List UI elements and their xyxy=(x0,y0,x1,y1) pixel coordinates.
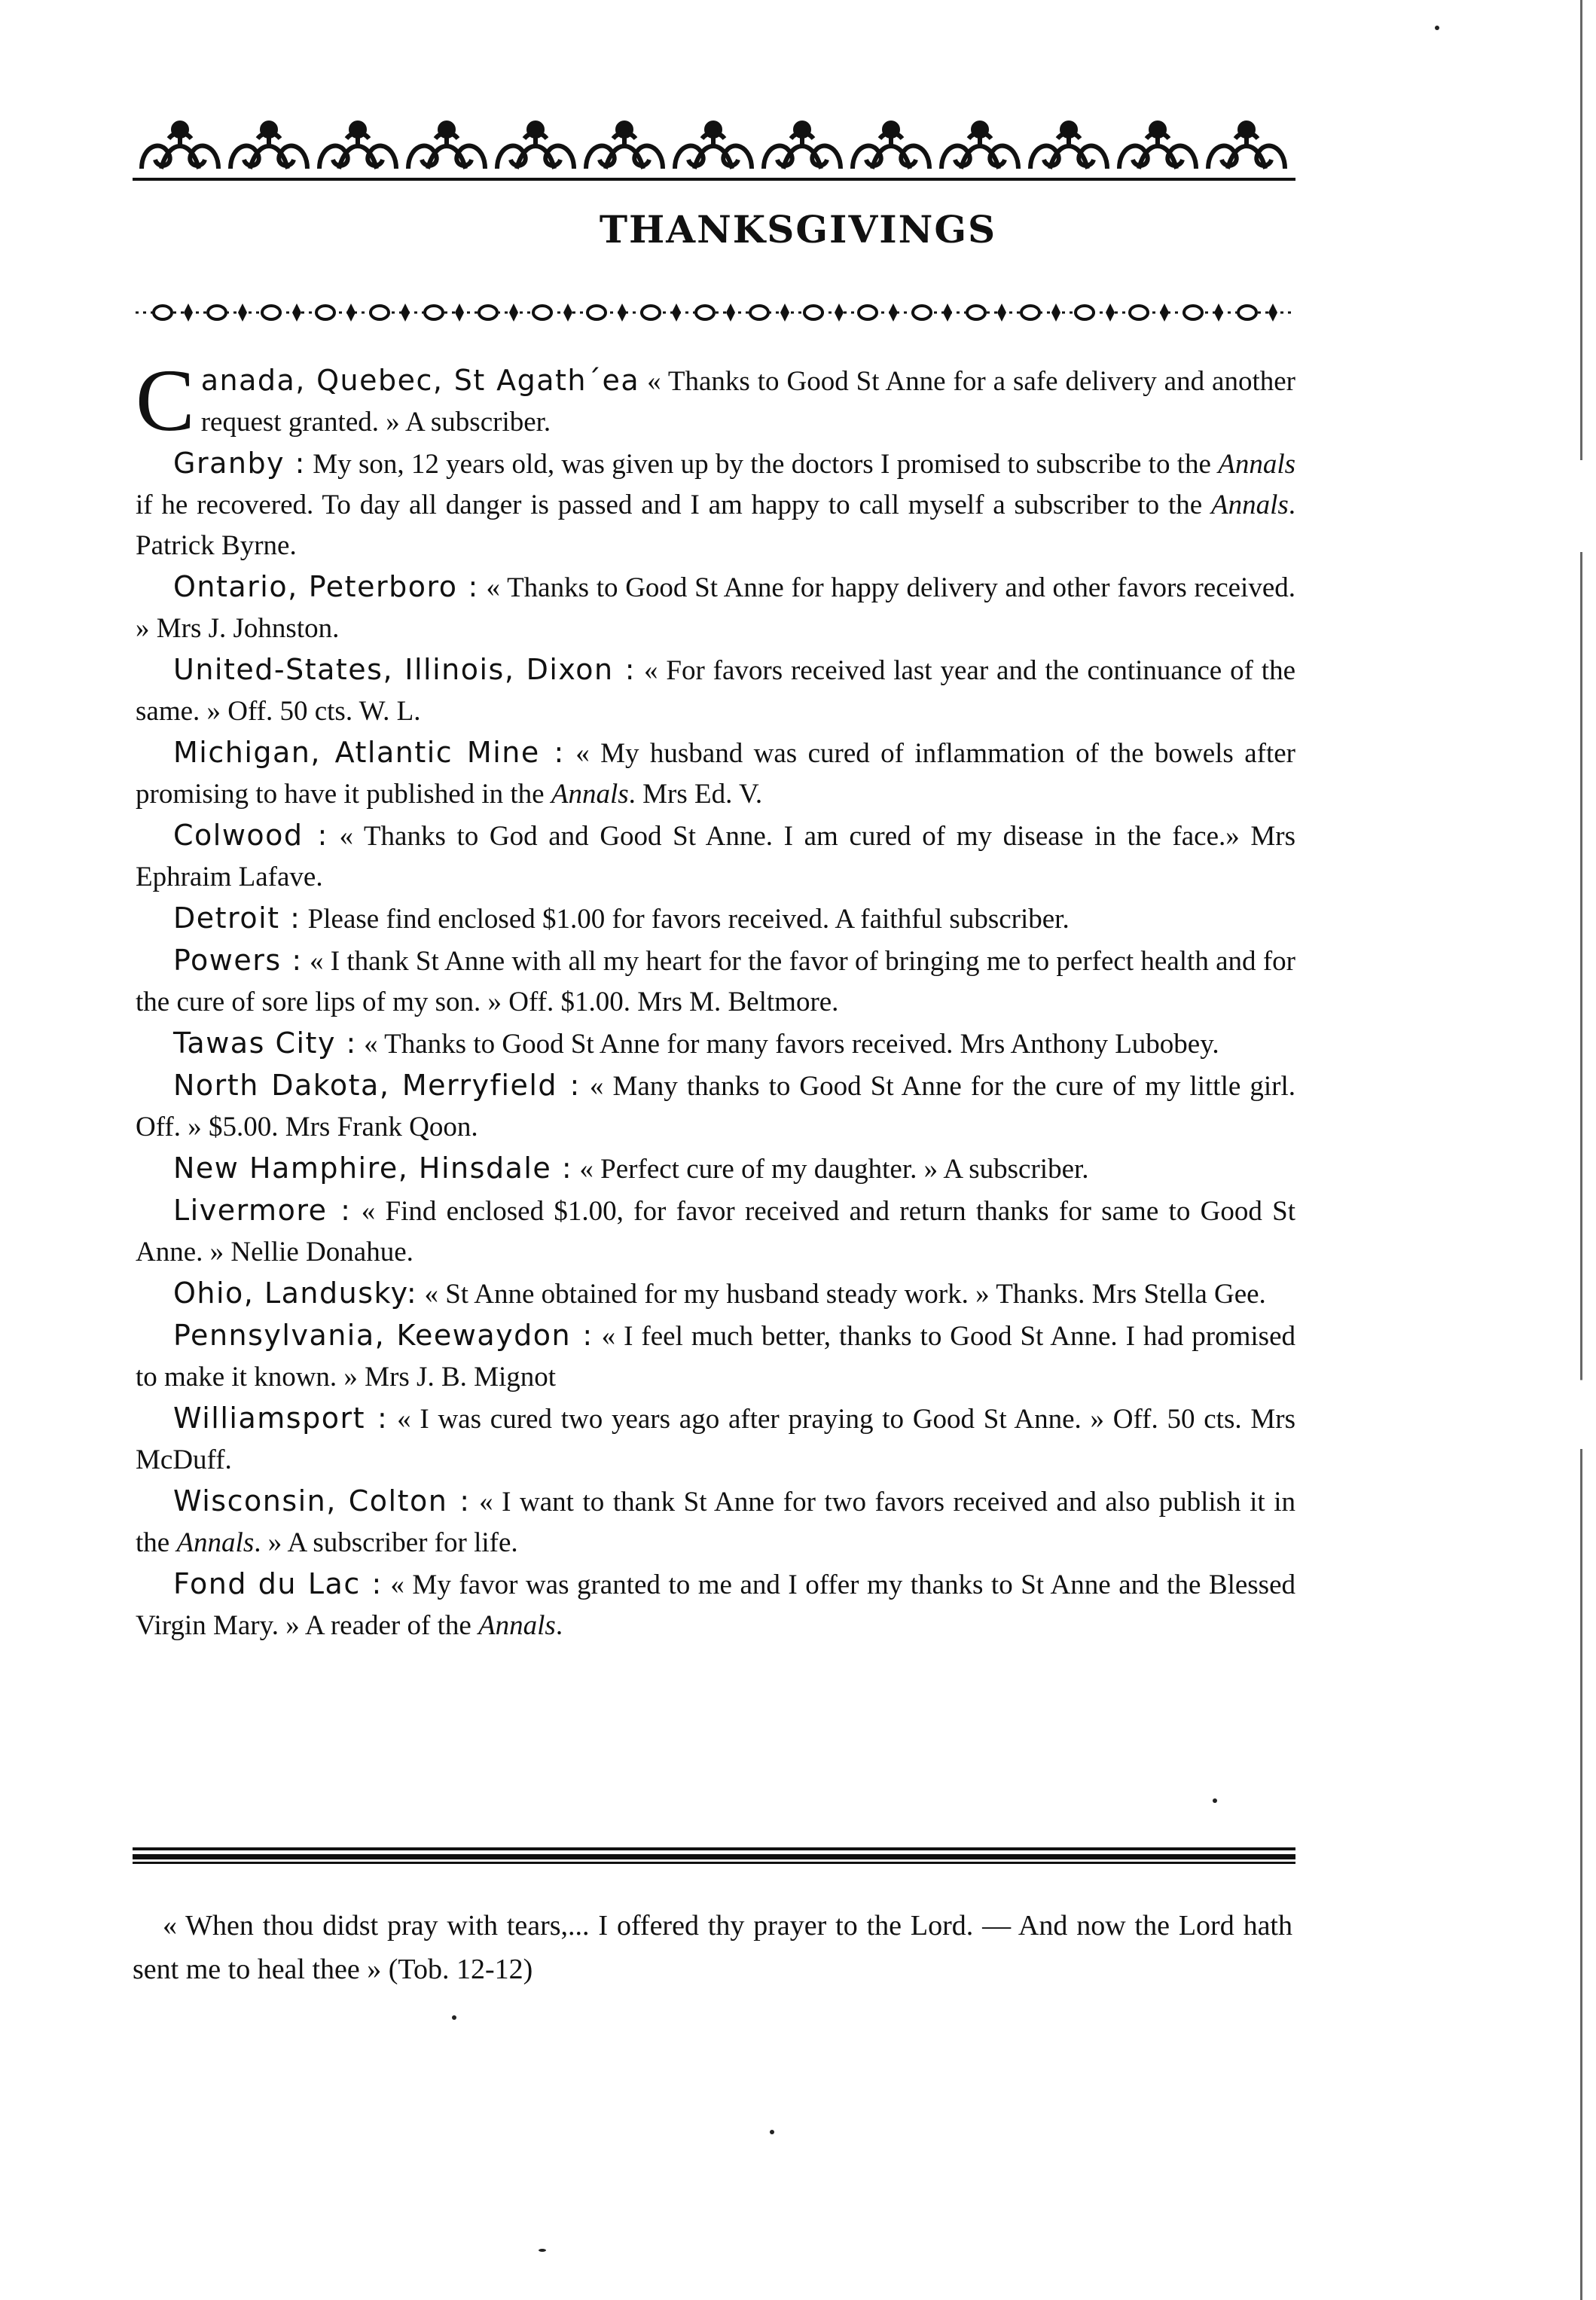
entry-text: « I want to thank St Anne for two favors received and also publish it in the xyxy=(136,1487,1296,1558)
scripture-quote: « When thou didst pray with tears,... I offered thy prayer to the Lord. — And now the Lord hath sent me to heal thee » (Tob. 12-12) xyxy=(133,1910,1292,1985)
thanksgiving-list xyxy=(136,351,1296,1646)
top-rule xyxy=(133,178,1295,181)
thanksgiving-entry xyxy=(136,351,1295,450)
entry-place: North Dakota, Merryfield : xyxy=(173,1069,581,1102)
entry-text: « I was cured two years ago after praying to Good St Anne. » Off. 50 cts. Mrs McDuff. xyxy=(136,1404,1295,1475)
scan-edge-line xyxy=(1580,0,1582,2300)
thanksgiving-entry xyxy=(136,898,1295,940)
entry-place: Wisconsin, Colton : xyxy=(173,1484,471,1518)
entry-text: « Perfect cure of my daughter. » A subscriber. xyxy=(572,1154,1089,1185)
chain-divider-icon xyxy=(133,297,1295,328)
drop-cap: C xyxy=(136,351,195,450)
thanksgiving-entry xyxy=(136,1273,1295,1315)
entry-text: if he recovered. To day all danger is passed and I am happy to call myself a subscriber to the xyxy=(136,490,1211,520)
scan-speck xyxy=(770,2130,774,2134)
entry-place: Tawas City : xyxy=(173,1026,357,1060)
entry-place: Fond du Lac : xyxy=(173,1567,383,1600)
page-title: THANKSGIVINGS xyxy=(599,207,997,252)
thanksgiving-entry xyxy=(136,1023,1295,1065)
entry-text: « Find enclosed $1.00, for favor received and return thanks for same to Good St Anne. » Nellie Donahue. xyxy=(136,1196,1295,1267)
entry-place: Detroit : xyxy=(173,901,301,935)
entry-text: « My husband was cured of inflammation of the bowels after promising to have it published in the xyxy=(136,738,1295,810)
entry-place: New Hamphire, Hinsdale : xyxy=(173,1152,573,1185)
thanksgiving-entry xyxy=(136,940,1295,1023)
thanksgiving-entry xyxy=(136,1148,1295,1190)
entry-place: Ohio, Landusky: xyxy=(173,1277,418,1310)
scroll-ornament-icon xyxy=(133,113,1295,178)
title-divider xyxy=(133,297,1295,328)
scan-speck xyxy=(539,2249,546,2252)
entry-text: « Thanks to God and Good St Anne. I am cured of my disease in the face.» Mrs Ephraim Lafave. xyxy=(136,821,1295,892)
entry-italic-title: Annals xyxy=(478,1610,556,1641)
entry-place: Michigan, Atlantic Mine : xyxy=(173,736,565,769)
scan-speck xyxy=(452,2015,456,2020)
entry-text: « My favor was granted to me and I offer my thanks to St Anne and the Blessed Virgin Mary. » A reader of the xyxy=(136,1569,1295,1641)
entry-italic-title: Annals xyxy=(1210,490,1289,520)
footer-triple-rule xyxy=(133,1847,1295,1864)
entry-text: « Thanks to Good St Anne for a safe delivery and another request granted. » A subscriber. xyxy=(200,366,1295,438)
entry-text: . Patrick Byrne. xyxy=(136,490,1295,561)
entry-place: Powers : xyxy=(173,944,303,977)
entry-italic-title: Annals xyxy=(551,779,629,810)
scan-speck xyxy=(1435,26,1439,30)
entry-text: « St Anne obtained for my husband steady work. » Thanks. Mrs Stella Gee. xyxy=(417,1279,1266,1310)
thanksgiving-entry xyxy=(136,649,1295,732)
thanksgiving-entry xyxy=(136,815,1295,898)
entry-text: . Mrs Ed. V. xyxy=(628,779,763,810)
thanksgiving-entry xyxy=(136,1190,1295,1273)
thanksgiving-entry xyxy=(136,1065,1295,1148)
entry-text: . » A subscriber for life. xyxy=(254,1527,518,1558)
thanksgiving-entry xyxy=(136,732,1295,815)
thanksgiving-entry xyxy=(136,443,1295,566)
entry-place: Granby : xyxy=(173,447,306,480)
entry-place: Williamsport : xyxy=(173,1402,389,1435)
entry-text: « I thank St Anne with all my heart for the favor of bringing me to perfect health and for the cure of sore lips of my son. » Off. $1.00. Mrs M. Beltmore. xyxy=(136,946,1295,1017)
entry-place: Colwood : xyxy=(173,819,328,852)
entry-place: anada, Quebec, St Agath´ea xyxy=(200,364,640,397)
thanksgiving-entry xyxy=(136,566,1295,649)
entry-text: « For favors received last year and the continuance of the same. » Off. 50 cts. W. L. xyxy=(136,655,1295,727)
entry-place: Pennsylvania, Keewaydon : xyxy=(173,1319,594,1352)
entry-place: United-States, Illinois, Dixon : xyxy=(173,653,636,686)
thanksgiving-entry xyxy=(136,1315,1295,1398)
thanksgiving-entry xyxy=(136,1563,1295,1646)
entry-place: Livermore : xyxy=(173,1194,352,1227)
entry-text: « Thanks to Good St Anne for many favors received. Mrs Anthony Lubobey. xyxy=(356,1029,1219,1060)
entry-text: . xyxy=(555,1610,563,1641)
entry-text: « Many thanks to Good St Anne for the cure of my little girl. Off. » $5.00. Mrs Frank Qoon. xyxy=(136,1071,1295,1142)
thanksgiving-entry xyxy=(136,1398,1295,1481)
entry-text: « Thanks to Good St Anne for happy delivery and other favors received. » Mrs J. Johnston. xyxy=(136,572,1296,644)
thanksgiving-entry xyxy=(136,1481,1295,1563)
entry-text: Please find enclosed $1.00 for favors received. A faithful subscriber. xyxy=(301,904,1070,935)
entry-text: « I feel much better, thanks to Good St Anne. I had promised to make it known. » Mrs J. B. Mignot xyxy=(136,1321,1295,1393)
scan-speck xyxy=(1213,1798,1217,1803)
entry-text: My son, 12 years old, was given up by the doctors I promised to subscribe to the xyxy=(305,449,1219,480)
entry-italic-title: Annals xyxy=(1218,449,1296,480)
top-ornament-border xyxy=(133,113,1295,181)
entry-place: Ontario, Peterboro : xyxy=(173,570,479,603)
entry-italic-title: Annals xyxy=(176,1527,255,1558)
